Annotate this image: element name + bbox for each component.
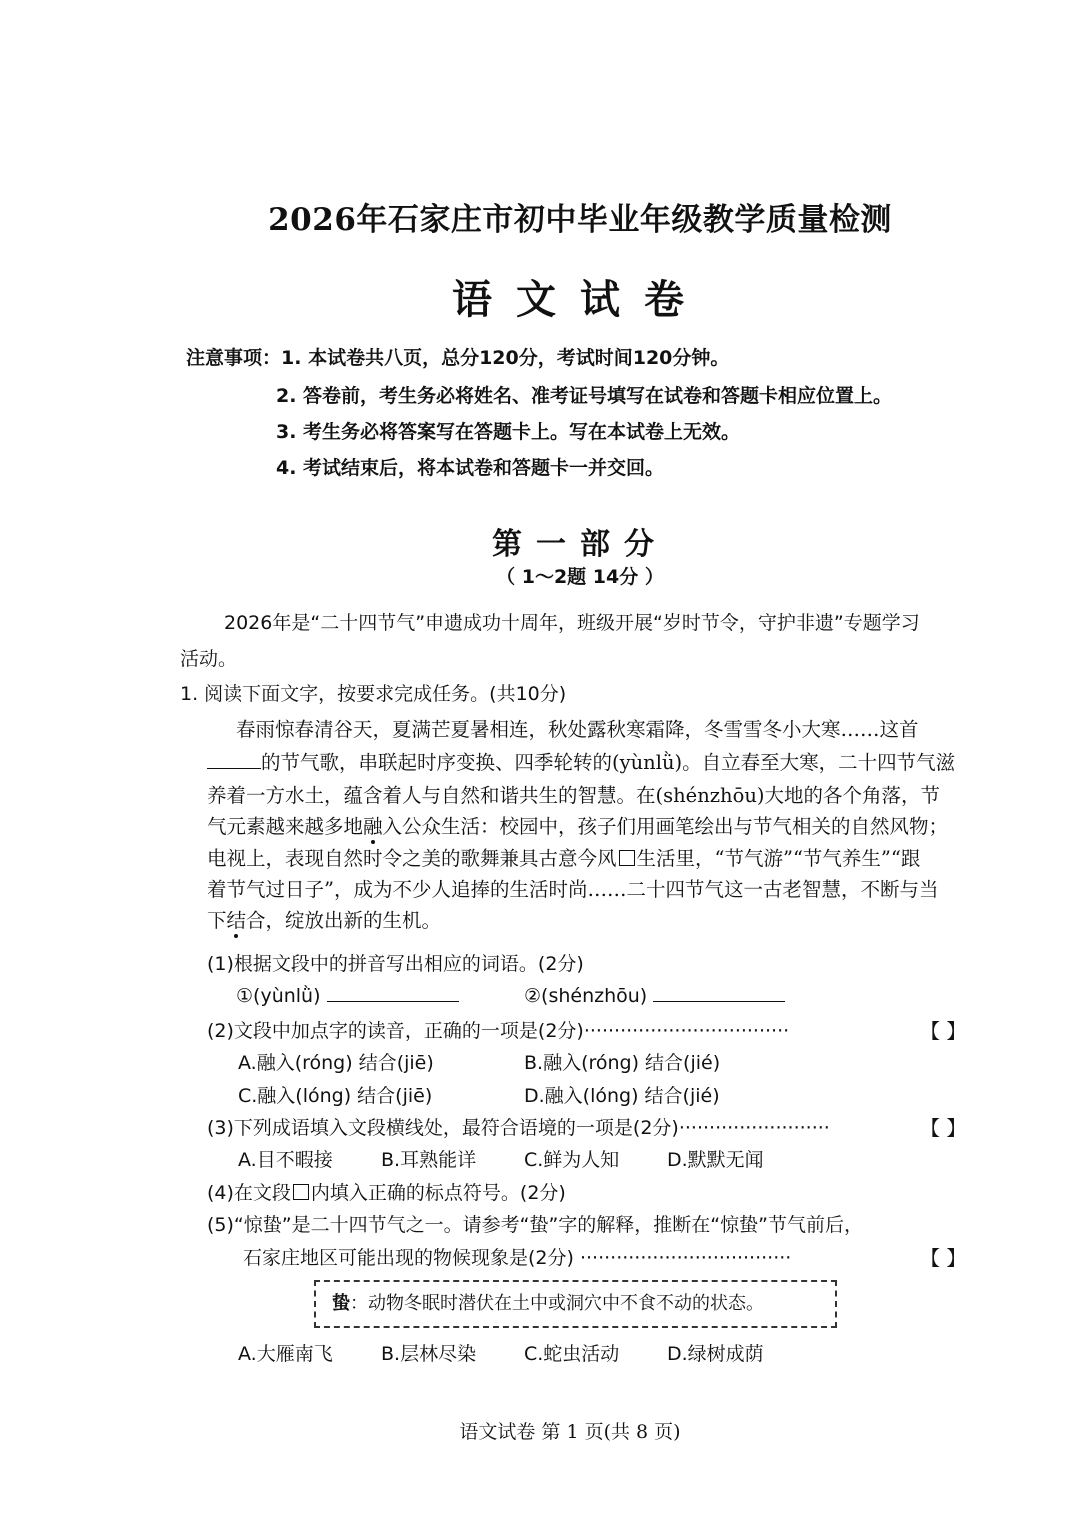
- notice-label: 注意事项：: [186, 347, 282, 369]
- passage-text: 合，绽放出新的生机。: [246, 909, 442, 932]
- answer-bracket-3: 【 】: [920, 1116, 967, 1140]
- sub2-option-b: B.融入(róng) 结合(jié): [524, 1052, 721, 1074]
- passage-text: 入公众生活：校园中，孩子们用画笔绘出与节气相关的自然风物；: [382, 815, 949, 838]
- passage-line-2: [207, 747, 955, 775]
- notice-text: 1. 本试卷共八页，总分120分，考试时间120分钟。: [281, 347, 730, 369]
- sub3-option-a: A.目不暇接: [238, 1149, 333, 1171]
- passage-text: 的节气歌，串联起时序变换、四季轮转的(yùnlǜ)。自立春至大寒，二十四节气滋: [261, 751, 956, 774]
- sub2-option-d: D.融入(lóng) 结合(jié): [524, 1085, 720, 1107]
- sub5-stem-line-2: 石家庄地区可能出现的物候现象是(2分) ···································: [243, 1247, 792, 1269]
- question-1-stem: 1. 阅读下面文字，按要求完成任务。(共10分): [180, 683, 567, 705]
- answer-bracket-5: 【 】: [920, 1246, 967, 1270]
- dotted-char-jie: 结: [226, 909, 247, 932]
- sub5-option-b: B.层林尽染: [381, 1343, 477, 1365]
- definition-text: ：动物冬眠时潜伏在土中或洞穴中不食不动的状态。: [350, 1293, 764, 1314]
- exam-title: 2026年石家庄市初中毕业年级教学质量检测: [268, 202, 892, 238]
- notice-item-1: [186, 343, 729, 370]
- sub4-text: 内填入正确的标点符号。(2分): [310, 1182, 566, 1204]
- sub5-stem-line-1: (5)“惊蛰”是二十四节气之一。请参考“蛰”字的解释，推断在“惊蛰”节气前后，: [207, 1214, 863, 1236]
- definition-box: [314, 1280, 837, 1328]
- pinyin-yunlu: ①(yùnlǜ): [236, 985, 321, 1007]
- sub4-stem: [207, 1178, 566, 1205]
- dotted-char-rong: 融: [363, 815, 383, 838]
- passage-line-7: [207, 905, 441, 933]
- sub3-option-c: C.鲜为人知: [524, 1149, 620, 1171]
- section-title: 第一部分: [492, 527, 668, 562]
- section-subtitle: （ 1～2题 14分 ）: [496, 566, 664, 588]
- punctuation-box: [293, 1184, 309, 1200]
- intro-line-2: 活动。: [180, 648, 238, 670]
- passage-line-5: [207, 843, 920, 871]
- sub5-option-a: A.大雁南飞: [238, 1343, 333, 1365]
- passage-line-4: [207, 811, 948, 839]
- intro-line-1: 2026年是“二十四节气”申遗成功十周年，班级开展“岁时节令，守护非遗”专题学习: [224, 612, 920, 634]
- notice-item-3: 3. 考生务必将答案写在答题卡上。写在本试卷上无效。: [276, 421, 741, 443]
- sub2-stem: (2)文段中加点字的读音，正确的一项是(2分)··································: [207, 1020, 790, 1042]
- page-footer: 语文试卷 第 1 页(共 8 页): [459, 1421, 681, 1443]
- passage-text: 下: [207, 909, 227, 932]
- paper-title: 语文试卷: [452, 276, 708, 323]
- passage-line-6: 着节气过日子”，成为不少人追捧的生活时尚……二十四节气这一古老智慧，不断与当: [207, 878, 939, 901]
- sub1-item-b: [524, 983, 785, 1007]
- pinyin-shenzhou: ②(shénzhōu): [524, 985, 648, 1007]
- sub3-option-b: B.耳熟能详: [381, 1149, 477, 1171]
- sub3-stem: (3)下列成语填入文段横线处，最符合语境的一项是(2分)·························: [207, 1117, 830, 1139]
- sub5-option-c: C.蛇虫活动: [524, 1343, 620, 1365]
- passage-line-1: 春雨惊春清谷天，夏满芒夏暑相连，秋处露秋寒霜降，冬雪雪冬小大寒……这首: [236, 718, 919, 741]
- sub1-stem: (1)根据文段中的拼音写出相应的词语。(2分): [207, 953, 584, 975]
- passage-text: 电视上，表现自然时令之美的歌舞兼具古意今风: [207, 847, 617, 870]
- sub3-option-d: D.默默无闻: [667, 1149, 764, 1171]
- passage-text: 生活里，“节气游”“节气养生”“跟: [636, 847, 921, 870]
- sub4-text: (4)在文段: [207, 1182, 291, 1204]
- answer-line-a: [327, 983, 459, 1002]
- sub2-option-c: C.融入(lóng) 结合(jiē): [238, 1085, 433, 1107]
- passage-line-3: 养着一方水土，蕴含着人与自然和谐共生的智慧。在(shénzhōu)大地的各个角落，节: [207, 784, 941, 807]
- notice-item-2: 2. 答卷前，考生务必将姓名、准考证号填写在试卷和答题卡相应位置上。: [276, 385, 893, 407]
- passage-text: 气元素越来越多地: [207, 815, 364, 838]
- answer-line-b: [653, 983, 785, 1002]
- punctuation-box: [619, 850, 635, 866]
- passage-blank: [207, 750, 261, 769]
- sub2-option-a: A.融入(róng) 结合(jiē): [238, 1052, 434, 1074]
- answer-bracket-2: 【 】: [920, 1019, 967, 1043]
- sub5-option-d: D.绿树成荫: [667, 1343, 764, 1365]
- sub1-item-a: [236, 983, 459, 1007]
- definition-term: 蛰: [332, 1293, 350, 1314]
- notice-item-4: 4. 考试结束后，将本试卷和答题卡一并交回。: [276, 457, 665, 479]
